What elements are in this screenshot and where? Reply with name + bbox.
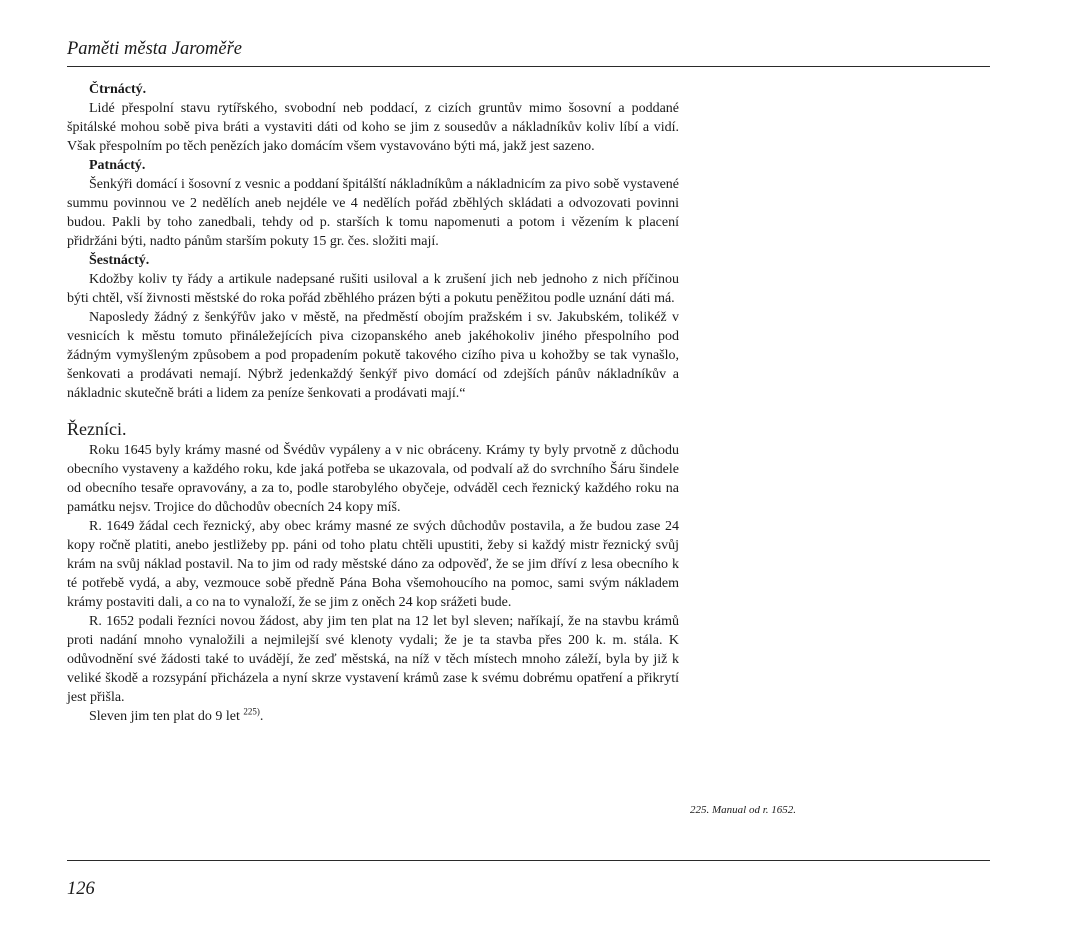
footnote: 225. Manual od r. 1652.: [690, 804, 797, 816]
article-paragraph-16b: Naposledy žádný z šenkýřův jako v městě, na předměstí obojím pražském i sv. Jakubském, tolikéž v vesnicích k městu tomuto přináležejících piva cizopanského aneb jakéhokoliv jiného přespolního pod žádným vymyšleným způsobem a pod propadením pokutě takového cizího piva u kohožby se tak vynašlo, šenkovati a prodávati nemají. Nýbrž jedenkaždý šenkýř pivo domácí od zdejších pánův nákladníkův a nákladnic skutečně bráti a lidem za peníze šenkovati a prodávati mají.“: [67, 310, 679, 401]
article-heading-14: Čtrnáctý.: [89, 82, 147, 97]
article-paragraph-14: Lidé přespolní stavu rytířského, svobodní neb poddací, z cizích gruntův mimo šosovní a poddané špitálské mohou sobě piva bráti a vystaviti dáti od koho se jim z sousedův a nákladníkův koliv líbí a vidí. Však přespolním po těch penězích jako domácím všem vystavováno býti má, jakž jest sazeno.: [67, 101, 679, 154]
header-rule: [67, 66, 990, 67]
footer-rule: [67, 860, 990, 861]
section-paragraph-3: R. 1652 podali řezníci novou žádost, aby jim ten plat na 12 let byl sleven; naříkají, že na stavbu krámů proti nadání mnoho vynaložili a nejmilejší své klenoty vydali; že je ta stavba přes 200 k. m. stála. K odůvodnění své žádosti také to uvádějí, že zeď městská, na níž v těch místech mnoho záleží, byla by již k veliké škodě a rozsypání přicházela a nyní skrze vystavení krámů zase k svému dobrému opatření a přikrytí jest přišla.: [67, 614, 679, 705]
section-paragraph-4: [67, 707, 679, 726]
running-title: Paměti města Jaroměře: [67, 39, 243, 59]
article-heading-16: Šestnáctý.: [89, 253, 150, 268]
main-text-column: [67, 80, 679, 726]
section-heading: Řezníci.: [67, 419, 127, 439]
section-paragraph-1: Roku 1645 byly krámy masné od Švédův vypáleny a v nic obráceny. Krámy ty byly prvotně z důchodu obecního vystaveny a každého roku, kde jaká potřeba se ukazovala, od podvalí až do svrchního Šáru šindele od obecního tesaře opravovány, a za to, podle starobylého obyčeje, odváděl cech řeznický každého roku na památku nejsv. Trojice do důchodův obecních 24 kopy míš.: [67, 443, 679, 515]
page-number: 126: [67, 879, 95, 899]
section-paragraph-4-end: .: [259, 709, 264, 724]
article-heading-15: Patnáctý.: [89, 158, 146, 173]
section-paragraph-4-text: Sleven jim ten plat do 9 let: [89, 709, 240, 724]
article-paragraph-15: Šenkýři domácí i šosovní z vesnic a poddaní špitálští nákladníkům a nákladnicím za pivo sobě vystavené summu povinnou ve 2 nedělích aneb nejdéle ve 4 nedělích pořád zběhlých skládati a odvozovati povinni budou. Pakli by toho zanedbali, tehdy od p. starších k tomu napomenuti a potom i vězením k placení přidržáni býti, nadto pánům starším pokuty 15 gr. čes. složiti mají.: [67, 177, 679, 249]
footnote-reference[interactable]: 225): [243, 706, 260, 717]
section-paragraph-2: R. 1649 žádal cech řeznický, aby obec krámy masné ze svých důchodův postavila, a že budou zase 24 kopy ročně platiti, anebo jestližeby pp. páni od toho platu chtěli upustiti, žeby si každý mistr řeznický svůj krám na svůj náklad postavil. Na to jim od rady městské dáno za odpověď, že se jim dříví z lesa obecního k té potřebě vydá, a aby, vezmouce sobě předně Pána Boha všemohoucího na pomoc, sami svým nákladem krámy postaviti dali, a co na to vynaloží, že se jim z oněch 24 kop srážeti bude.: [67, 519, 679, 610]
article-paragraph-16a: Kdožby koliv ty řády a artikule nadepsané rušiti usiloval a k zrušení jich neb jednoho z nich příčinou býti chtěl, vší živnosti městské do roka pořád zběhlého prázen býti a pokutu peněžitou podle uznání dáti má.: [67, 272, 679, 306]
